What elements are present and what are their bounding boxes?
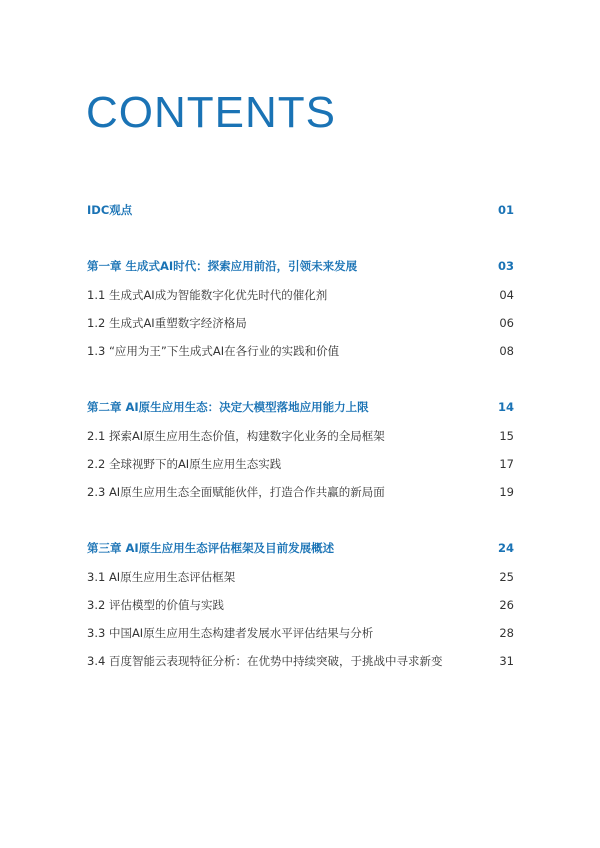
toc-entry-text: 1.1 生成式AI成为智能数字化优先时代的催化剂: [87, 288, 328, 302]
toc-section-2-2[interactable]: [87, 456, 514, 472]
toc-section-3-2[interactable]: [87, 597, 514, 613]
toc-section-2-3[interactable]: [87, 484, 514, 500]
toc-entry-page: 17: [499, 457, 514, 471]
toc-entry-text: 1.3 “应用为王”下生成式AI在各行业的实践和价值: [87, 344, 340, 358]
toc-entry-text: 2.2 全球视野下的AI原生应用生态实践: [87, 457, 282, 471]
toc-section-1-3[interactable]: [87, 343, 514, 359]
toc-section-3-4[interactable]: [87, 653, 514, 669]
toc-entry-text: 第二章 AI原生应用生态：决定大模型落地应用能力上限: [87, 400, 369, 414]
toc-entry-text: 3.4 百度智能云表现特征分析：在优势中持续突破，于挑战中寻求新变: [87, 654, 443, 668]
toc-entry-text: IDC观点: [87, 203, 133, 217]
toc-idc-viewpoint[interactable]: [87, 202, 514, 218]
toc-entry-text: 2.1 探索AI原生应用生态价值，构建数字化业务的全局框架: [87, 429, 385, 443]
toc-section-3-3[interactable]: [87, 625, 514, 641]
toc-entry-page: 26: [499, 598, 514, 612]
toc-section-3-1[interactable]: [87, 569, 514, 585]
toc-entry-page: 03: [497, 259, 514, 273]
toc-entry-text: 第三章 AI原生应用生态评估框架及目前发展概述: [87, 541, 335, 555]
toc-section-1-1[interactable]: [87, 287, 514, 303]
toc-section-2-1[interactable]: [87, 428, 514, 444]
toc-entry-text: 2.3 AI原生应用生态全面赋能伙伴，打造合作共赢的新局面: [87, 485, 385, 499]
toc-entry-page: 15: [499, 429, 514, 443]
toc-entry-page: 28: [499, 626, 514, 640]
toc-entry-page: 08: [499, 344, 514, 358]
toc-entry-page: 24: [497, 541, 514, 555]
toc-entry-text: 1.2 生成式AI重塑数字经济格局: [87, 316, 247, 330]
toc-entry-page: 01: [497, 203, 514, 217]
toc-entry-page: 25: [499, 570, 514, 584]
toc-entry-text: 3.2 评估模型的价值与实践: [87, 598, 224, 612]
toc-section-1-2[interactable]: [87, 315, 514, 331]
toc-chapter-2[interactable]: [87, 399, 514, 415]
toc-entry-page: 06: [499, 316, 514, 330]
toc-chapter-1[interactable]: [87, 258, 514, 274]
toc-entry-text: 3.1 AI原生应用生态评估框架: [87, 570, 236, 584]
toc-entry-page: 19: [499, 485, 514, 499]
toc-chapter-3[interactable]: [87, 540, 514, 556]
toc-entry-page: 14: [497, 400, 514, 414]
toc-entry-page: 04: [499, 288, 514, 302]
toc-entry-text: 3.3 中国AI原生应用生态构建者发展水平评估结果与分析: [87, 626, 374, 640]
toc-entry-page: 31: [499, 654, 514, 668]
toc-entry-text: 第一章 生成式AI时代：探索应用前沿，引领未来发展: [87, 259, 358, 273]
page-title: CONTENTS: [86, 88, 336, 137]
